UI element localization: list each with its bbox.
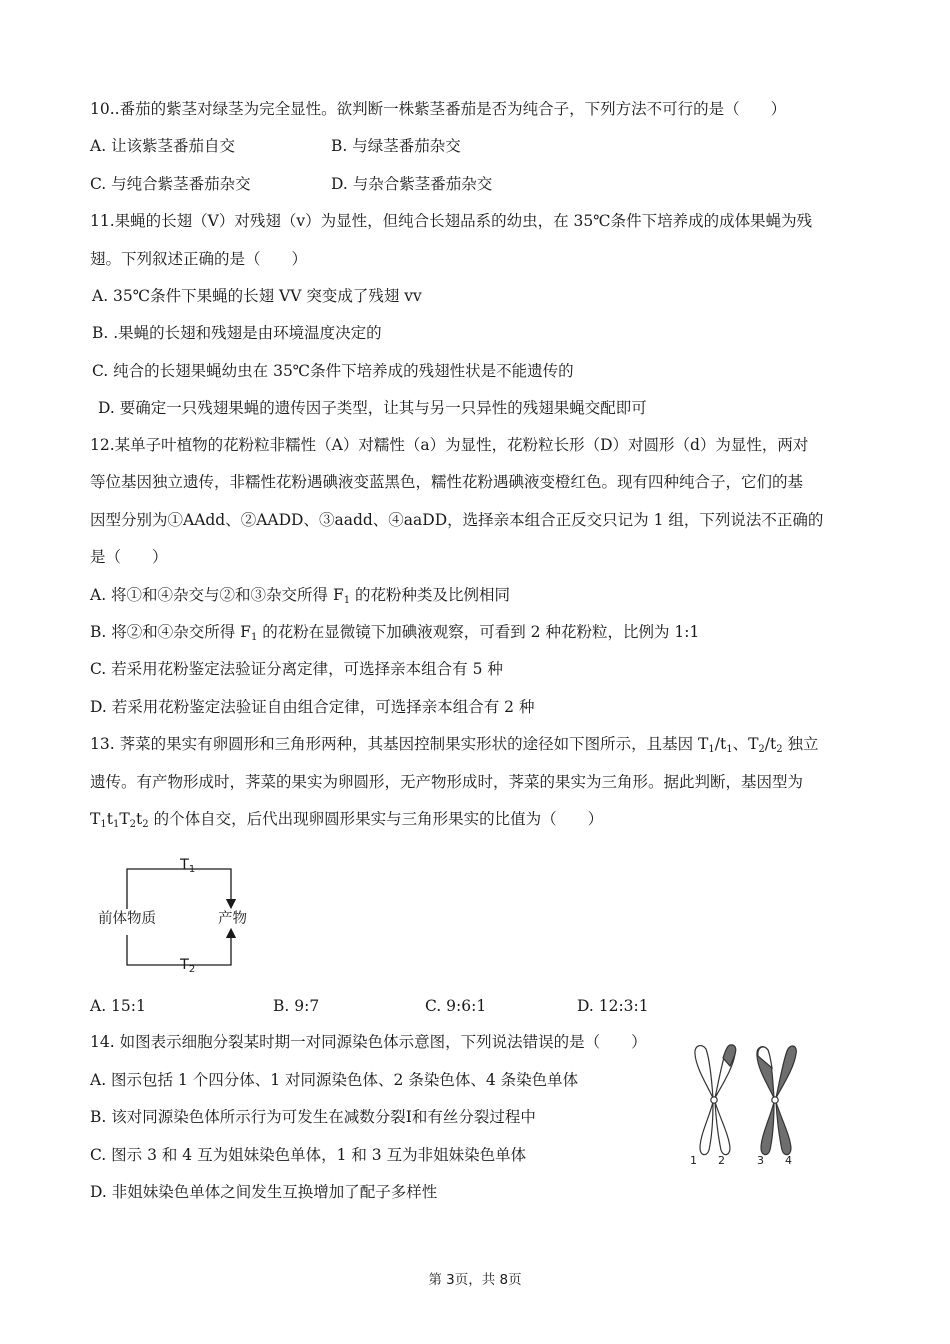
chromatid-label-3: 3 bbox=[757, 1154, 764, 1167]
t2-path-line bbox=[127, 933, 231, 965]
q11-option-b: B. .果蝇的长翅和残翅是由环境温度决定的 bbox=[92, 324, 382, 342]
centromere-left bbox=[711, 1097, 717, 1103]
chromatid-3-lower bbox=[761, 1102, 774, 1155]
q10-option-b: B. 与绿茎番茄杂交 bbox=[331, 137, 461, 155]
chromatid-label-4: 4 bbox=[785, 1154, 792, 1167]
q10-option-c: C. 与纯合紫茎番茄杂交 bbox=[90, 175, 251, 193]
q14-stem: 14. 如图表示细胞分裂某时期一对同源染色体示意图，下列说法错误的是（ ） bbox=[90, 1033, 647, 1051]
q10-option-d: D. 与杂合紫茎番茄杂交 bbox=[331, 175, 493, 193]
chromosome-right bbox=[757, 1046, 796, 1155]
q10-option-a: A. 让该紫茎番茄自交 bbox=[90, 137, 236, 155]
centromere-right bbox=[772, 1097, 778, 1103]
chromatid-label-2: 2 bbox=[718, 1154, 725, 1167]
q11-stem-line2: 翅。下列叙述正确的是（ ） bbox=[90, 250, 308, 268]
q12-option-b: B. 将②和④杂交所得 $F_1$ 的花粉在显微镜下加碘液观察，可看到 2 种花粉粒，比例为 1:1 bbox=[90, 623, 700, 643]
q13-option-a: A. 15:1 bbox=[90, 997, 146, 1015]
q12-option-c: C. 若采用花粉鉴定法验证分离定律，可选择亲本组合有 5 种 bbox=[90, 660, 503, 678]
q14-option-c: C. 图示 3 和 4 互为姐妹染色单体，1 和 3 互为非姐妹染色单体 bbox=[90, 1146, 527, 1164]
q14-chromosome-figure bbox=[682, 1040, 812, 1160]
q12-stem-line3: 因型分别为①AAdd、②AADD、③aadd、④aaDD，选择亲本组合正反交只记为 1 组，下列说法不正确的 bbox=[90, 511, 824, 529]
q11-option-a: A. 35℃条件下果蝇的长翅 VV 突变成了残翅 vv bbox=[92, 287, 422, 305]
q12-option-a: A. 将①和④杂交与②和③杂交所得 $F_1$ 的花粉种类及比例相同 bbox=[90, 586, 511, 606]
chromatid-4 bbox=[776, 1046, 796, 1098]
chromatid-4-lower bbox=[776, 1102, 791, 1155]
chromatid-label-1: 1 bbox=[690, 1154, 697, 1167]
q10-stem: 10..番茄的紫茎对绿茎为完全显性。欲判断一株紫茎番茄是否为纯合子，下列方法不可行的是（ ） bbox=[90, 100, 787, 118]
q13-stem-line3: $T_1t_1T_2t_2$ 的个体自交，后代出现卵圆形果实与三角形果实的比值为（ ） bbox=[90, 810, 604, 830]
chromatid-2-lower bbox=[715, 1102, 730, 1155]
chromatid-1 bbox=[695, 1046, 713, 1098]
gene-t1-label: $T_1$ bbox=[180, 857, 196, 875]
product-label: 产物 bbox=[218, 911, 247, 927]
chromosome-left bbox=[695, 1045, 736, 1155]
t1-path-line bbox=[127, 869, 231, 909]
q12-option-d: D. 若采用花粉鉴定法验证自由组合定律，可选择亲本组合有 2 种 bbox=[90, 698, 535, 716]
q14-option-a: A. 图示包括 1 个四分体、1 对同源染色体、2 条染色体、4 条染色单体 bbox=[90, 1071, 579, 1089]
q14-option-b: B. 该对同源染色体所示行为可发生在减数分裂Ⅰ和有丝分裂过程中 bbox=[90, 1108, 536, 1126]
q14-option-d: D. 非姐妹染色单体之间发生互换增加了配子多样性 bbox=[90, 1183, 438, 1201]
q11-option-d: D. 要确定一只残翅果蝇的遗传因子类型，让其与另一只异性的残翅果蝇交配即可 bbox=[98, 399, 647, 417]
q12-stem-line2: 等位基因独立遗传，非糯性花粉遇碘液变蓝黑色，糯性花粉遇碘液变橙红色。现有四种纯合子，它们的基 bbox=[90, 473, 804, 491]
q13-option-d: D. 12:3:1 bbox=[577, 997, 649, 1015]
precursor-label: 前体物质 bbox=[98, 911, 156, 927]
q13-option-c: C. 9:6:1 bbox=[425, 997, 487, 1015]
q12-stem-line4: 是（ ） bbox=[90, 548, 168, 566]
q11-option-c: C. 纯合的长翅果蝇幼虫在 35℃条件下培养成的残翅性状是不能遗传的 bbox=[92, 362, 574, 380]
page-footer: 第 3页，共 8页 bbox=[428, 1272, 522, 1288]
gene-t2-label: $T_2$ bbox=[180, 957, 196, 975]
chromatid-1-lower bbox=[700, 1102, 713, 1155]
q12-stem-line1: 12.某单子叶植物的花粉粒非糯性（A）对糯性（a）为显性，花粉粒长形（D）对圆形（d）为显性，两对 bbox=[90, 436, 809, 454]
q13-stem-line1: 13. 荠菜的果实有卵圆形和三角形两种，其基因控制果实形状的途径如下图所示，且基因 $T_1/t_1$、$T_2/t_2$ 独立 bbox=[90, 735, 819, 755]
q11-stem-line1: 11.果蝇的长翅（V）对残翅（v）为显性，但纯合长翅品系的幼虫，在 35℃条件下培养成的成体果蝇为残 bbox=[90, 212, 813, 230]
q13-stem-line2: 遗传。有产物形成时，荠菜的果实为卵圆形，无产物形成时，荠菜的果实为三角形。据此判断，基因型为 bbox=[90, 773, 804, 791]
q13-option-b: B. 9:7 bbox=[273, 997, 320, 1015]
